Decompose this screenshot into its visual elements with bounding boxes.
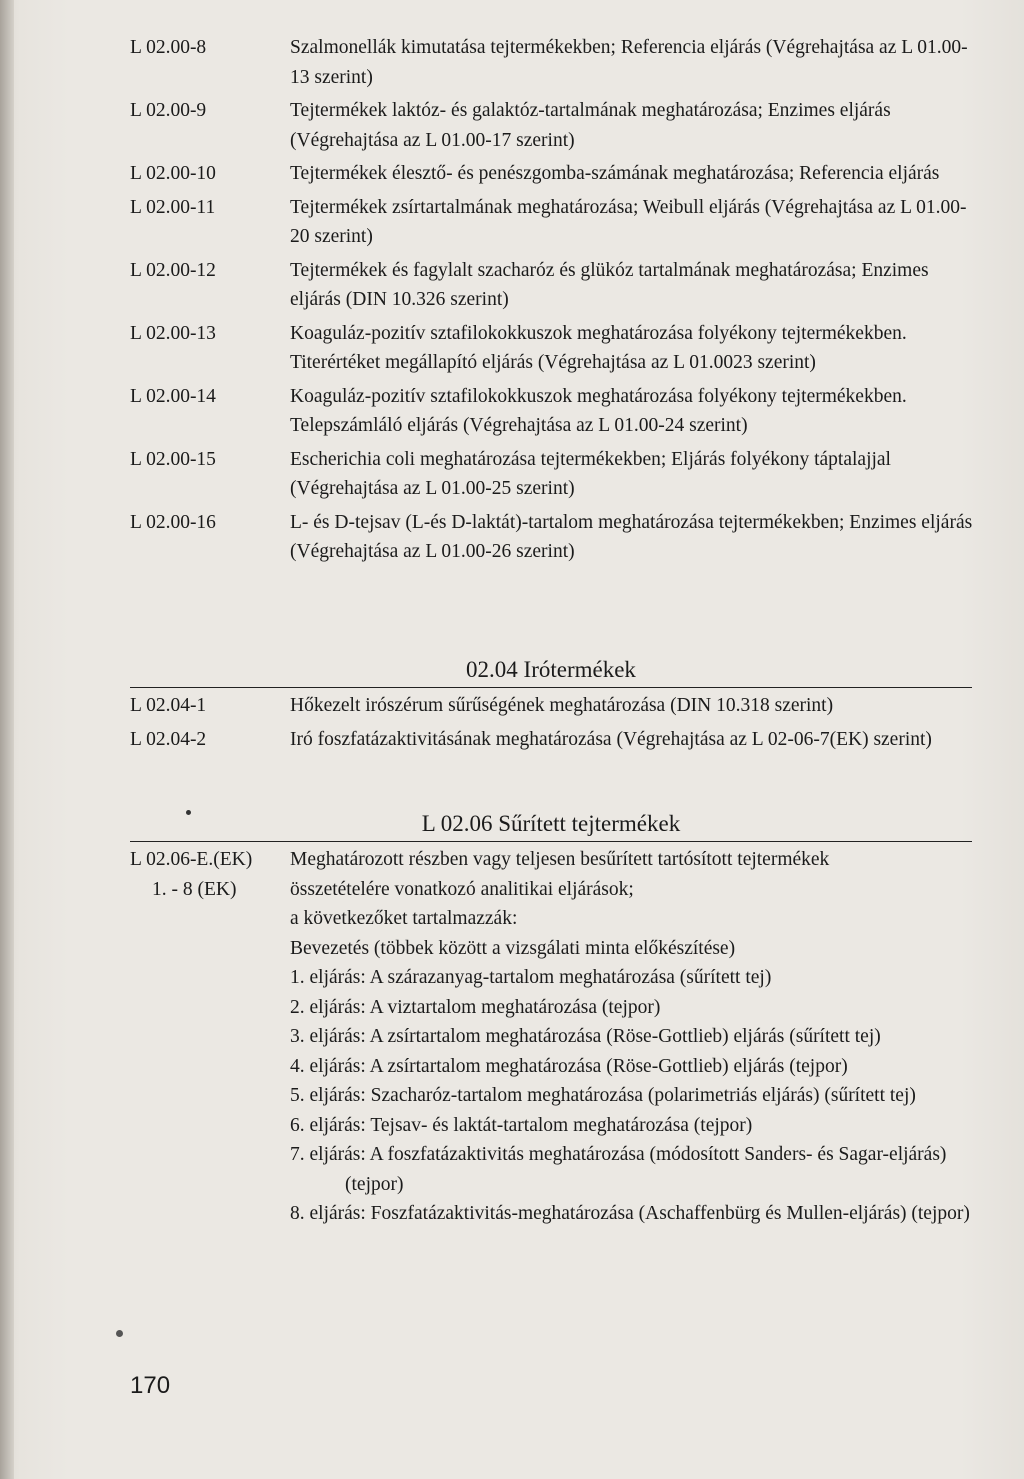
entry-l02-00-13 bbox=[130, 319, 980, 378]
entry-text: Tejtermékek laktóz- és galaktóz-tartalmának meghatározása; Enzimes eljárás (Végrehajtása az L 01.00-17 szerint) bbox=[290, 100, 891, 151]
entry-text: Escherichia coli meghatározása tejtermékekben; Eljárás folyékony táptalajjal (Végrehajtása az L 01.00-25 szerint) bbox=[290, 448, 891, 499]
desc-line: összetételére vonatkozó analitikai eljárások; bbox=[290, 878, 634, 900]
entry-l02-04-2 bbox=[130, 725, 980, 755]
page-number: 170 bbox=[130, 1372, 171, 1399]
entry-text: Hőkezelt irószérum sűrűségének meghatározása (DIN 10.318 szerint) bbox=[290, 695, 834, 716]
entry-l02-00-9 bbox=[130, 96, 980, 155]
section-heading-suritett: L 02.06 Sűrített tejtermékek bbox=[130, 810, 972, 842]
entry-code: L 02.04-1 bbox=[130, 695, 207, 716]
entry-code: L 02.00-15 bbox=[130, 448, 216, 470]
entry-code: L 02.06-E.(EK) bbox=[130, 849, 253, 870]
entry-l02-00-16 bbox=[130, 508, 980, 567]
entry-code: L 02.00-13 bbox=[130, 322, 216, 344]
entry-code: L 02.00-11 bbox=[130, 196, 216, 218]
entry-l02-00-15 bbox=[130, 445, 980, 504]
entry-code: L 02.00-14 bbox=[130, 385, 216, 407]
section-heading-irotermekek: 02.04 Irótermékek bbox=[130, 656, 972, 688]
entry-code: L 02.04-2 bbox=[130, 728, 207, 750]
entries-top bbox=[130, 33, 980, 571]
entry-code: L 02.00-10 bbox=[130, 163, 216, 184]
procedure-item: 1. eljárás: A szárazanyag-tartalom meghatározása (sűrített tej) bbox=[290, 967, 772, 988]
entry-code-range: 1. - 8 (EK) bbox=[152, 878, 237, 900]
procedure-item: 8. eljárás: Foszfatázaktivitás-meghatározása (Aschaffenbürg és Mullen-eljárás) (tejpor) bbox=[290, 1203, 970, 1224]
entry-l02-00-10 bbox=[130, 159, 980, 189]
entry-text: L- és D-tejsav (L-és D-laktát)-tartalom meghatározása tejtermékekben; Enzimes eljárás (Végrehajtása az L 01.00-26 szerint) bbox=[290, 511, 973, 562]
entry-text: Tejtermékek és fagylalt szacharóz és glükóz tartalmának meghatározása; Enzimes eljárás (DIN 10.326 szerint) bbox=[290, 259, 929, 310]
entry-text: Tejtermékek élesztő- és penészgomba-számának meghatározása; Referencia eljárás bbox=[290, 163, 940, 184]
entry-l02-00-8 bbox=[130, 33, 980, 92]
stray-ink-mark bbox=[116, 1330, 123, 1337]
procedure-item: 6. eljárás: Tejsav- és laktát-tartalom meghatározása (tejpor) bbox=[290, 1114, 753, 1136]
entry-l02-00-11 bbox=[130, 193, 980, 252]
entry-code: L 02.00-12 bbox=[130, 259, 216, 281]
entry-text: Koaguláz-pozitív sztafilokokkuszok meghatározása folyékony tejtermékekben. Titerértéket megállapító eljárás (Végrehajtása az L 01.0023 szerint) bbox=[290, 322, 907, 373]
entry-code: L 02.00-16 bbox=[130, 511, 216, 533]
desc-line: a következőket tartalmazzák: bbox=[290, 908, 518, 929]
entry-code: L 02.00-8 bbox=[130, 37, 207, 58]
entry-text: Szalmonellák kimutatása tejtermékekben; Referencia eljárás (Végrehajtása az L 01.00-13 szerint) bbox=[290, 37, 968, 88]
procedure-item: 5. eljárás: Szacharóz-tartalom meghatározása (polarimetriás eljárás) (sűrített tej) bbox=[290, 1085, 916, 1106]
entry-text: Tejtermékek zsírtartalmának meghatározása; Weibull eljárás (Végrehajtása az L 01.00-20 szerint) bbox=[290, 196, 967, 247]
entry-l02-00-12 bbox=[130, 256, 980, 315]
entry-code: L 02.00-9 bbox=[130, 100, 207, 121]
entry-description bbox=[290, 845, 980, 1229]
entries-mid bbox=[130, 691, 980, 758]
procedure-item: 4. eljárás: A zsírtartalom meghatározása (Röse-Gottlieb) eljárás (tejpor) bbox=[290, 1055, 848, 1077]
entries-bottom bbox=[130, 845, 980, 1233]
procedure-item: 2. eljárás: A viztartalom meghatározása (tejpor) bbox=[290, 996, 661, 1018]
entry-text: Koaguláz-pozitív sztafilokokkuszok meghatározása folyékony tejtermékekben. Telepszámláló eljárás (Végrehajtása az L 01.00-24 szerint) bbox=[290, 385, 907, 436]
entry-text: Iró foszfatázaktivitásának meghatározása (Végrehajtása az L 02-06-7(EK) szerint) bbox=[290, 728, 932, 750]
entry-l02-06-e bbox=[130, 845, 980, 1229]
procedure-item: 3. eljárás: A zsírtartalom meghatározása (Röse-Gottlieb) eljárás (sűrített tej) bbox=[290, 1026, 881, 1047]
desc-line: Meghatározott részben vagy teljesen besűrített tartósított tejtermékek bbox=[290, 849, 830, 870]
book-spine-shadow bbox=[0, 0, 14, 1479]
desc-line: Bevezetés (többek között a vizsgálati minta előkészítése) bbox=[290, 937, 736, 959]
entry-l02-00-14 bbox=[130, 382, 980, 441]
entry-l02-04-1 bbox=[130, 691, 980, 721]
procedure-item: 7. eljárás: A foszfatázaktivitás meghatározása (módosított Sanders- és Sagar-eljárás) (tejpor) bbox=[290, 1144, 947, 1195]
